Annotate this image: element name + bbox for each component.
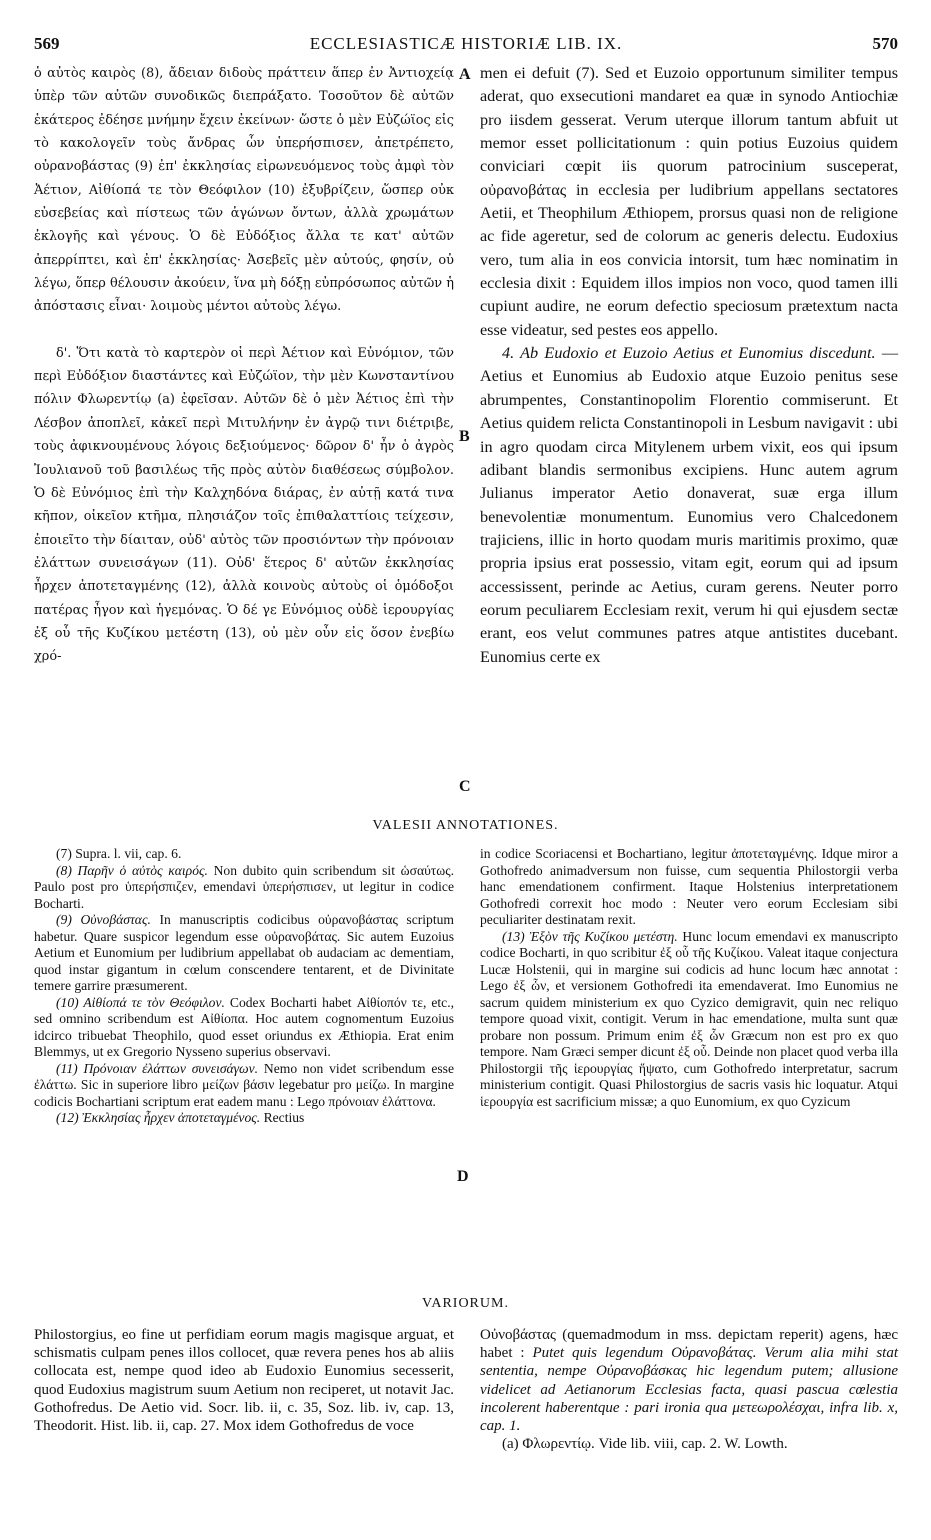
note-13: (13) Ἐξὸν τῆς Κυζίκου μετέστη. Hunc locum emendavi ex manuscripto codice Bocharti, in quo scribitur ἐξ οὗ τῆς Κυζίκου. Valeat itaque conjectura Lucæ Holstenii, qui in margine sui codicis ad hunc locum hæc annotat : Lego ἐξ ὧν, et versionem Gothofredi ita emendaverat. Imo Eunomius ne sacrum quidem ministerium ex quo Cyzico demigravit, quin nec reliquo tempore quoad vixit, contigit. Verum in hac emendatione, multa sunt quæ probare non possum. Primum enim ἐξ ὧν Græcum non est pro ex quo tempore. Nam Græci semper dicunt ἐξ οὗ. Deinde non placet quod verba illa Philostorgii τῆς ἱερουργίας ἥψατο, cum Gothofredo interpretatur, sacrum ministerium contigit. Quasi Philostorgius de sacris vasis hic loquatur. Atqui ἱερουργία est sacrificium missæ; a quo Eunomium, ex quo Cyzicum [480, 928, 898, 1109]
note-11-head: (11) Πρόνοιαν ἐλάττων συνεισάγων. [56, 1060, 259, 1076]
valesii-notes-left [34, 846, 454, 1127]
variorum-note-a: (a) Φλωρεντίῳ. Vide lib. viii, cap. 2. W. Lowth. [502, 1436, 788, 1453]
margin-mark-a: A [459, 66, 471, 83]
latin-text-column [480, 62, 898, 669]
margin-mark-b: B [459, 428, 470, 445]
note-7-head: (7) Supra. l. vii, cap. 6. [56, 846, 182, 861]
running-title: ECCLESIASTICÆ HISTORIÆ LIB. IX. [309, 34, 623, 53]
variorum-right-text: Οὐνοβάστας (quemadmodum in mss. depictam reperit) agens, hæc habet : Putet quis legendum Οὐρανοβάτας. Verum alia mihi stat sententia, nempe Οὐρανοβάσκας hic legendum putem; allusione videlicet ad Aetianorum Ecclesias facta, quasi pascua cœlestia incolerent haberentque : pari ironia qua μετεωρολέσχαι, infra lib. x, cap. 1. [480, 1327, 898, 1435]
latin-paragraph: men ei defuit (7). Sed et Euzoio opportunum similiter tempus aderat, quo exsecutioni mandaret ea quæ in synodo Antiochiæ pro iisdem gesserat. Verum uterque illorum tantum abfuit ut memor esset pollicitationum : quin potius Euzoius quidem conviciari cœpit iis quorum patrocinium susceperat, οὐρανοβάτας in ecclesia per ludibrium appellans sectatores Aetii, et Theophilum Æthiopem, prorsus quasi non de religione ac fide ageretur, sed de colorum ac generis delectu. Eudoxius vero, tum alia in eos convicia intorsit, tum hæc nominatim in ecclesia dixit : Equidem illos impios non voco, quod tamen illi cupiunt audire, ne eorum defectio speciosum prætextum nacta esse videatur, sed pestes eos appello. [480, 64, 898, 339]
note-12-head: (12) Ἐκκλησίας ἦρχεν ἀποτεταγμένος. [56, 1110, 261, 1125]
latin-chapter-4 [480, 342, 898, 669]
variorum-left [34, 1326, 454, 1435]
greek-chapter-4: δ'. Ὅτι κατὰ τὸ καρτερὸν οἱ περὶ Ἀέτιον καὶ Εὐνόμιον, τῶν περὶ Εὐδόξιον διαστάντες καὶ Εὐζώϊον, τὴν μὲν Κωνσταντίνου πόλιν Φλωρεντίῳ (a) ἐφεῖσαν. Αὐτῶν δὲ ὁ μὲν Ἀέτιος ἐπὶ τὴν Λέσβον ἀποπλεῖ, κἀκεῖ περὶ Μιτυλήνην ἐν ἀγρῷ τινι διέτριβε, τοὺς ἀφικνουμένους λόγοις δεξιούμενος· δῶρον δ' ἦν ὁ ἀγρὸς Ἰουλιανοῦ τοῦ βασιλέως τῆς πρὸς αὐτὸν διαθέσεως σύμβολον. Ὁ δὲ Εὐνόμιος ἐπὶ τὴν Καλχηδόνα διάρας, ἐν αὐτῇ κατά τινα κῆπον, οἰκεῖον κτῆμα, πλησιάζον τοῖς ἐπιθαλαττίοις τείχεσιν, ἐποιεῖτο τὴν δίαιταν, οὐδ' αὐτὸς τῶν προσιόντων τὴν πρόνοιαν ἐλάττων συνεισάγων (11). Οὐδ' ἕτερος δ' αὐτῶν ἐκκλησίας ἦρχεν ἀποτεταγμένης (12), ἀλλὰ κοινοὺς αὐτοὺς οἱ ὁμόδοξοι πατέρας ἦγον καὶ ἡγεμόνας. Ὁ δέ γε Εὐνόμιος οὐδὲ ἱερουργίας ἐξ οὗ τῆς Κυζίκου μετέστη (13), οὐ μὲν οὖν εἰς ὅσον ἐνεβίω χρό- [34, 345, 454, 665]
note-12: (12) Ἐκκλησίας ἦρχεν ἀποτεταγμένος. Rectius [56, 1110, 305, 1125]
note-10-head: (10) Αἰθίοπά τε τὸν Θεόφιλον. [56, 994, 225, 1010]
note-13-head: (13) Ἐξὸν τῆς Κυζίκου μετέστη. [502, 928, 678, 944]
variorum-left-text: Philostorgius, eo fine ut perfidiam eorum magis magisque arguat, et schismatis culpam penes illos collocet, quæ revera penes hos ab aliis collocata est, nempe quod ideo ab Eudoxio Eunomius secesserit, quod Eudoxius magistrum suum Aetium non reciperet, ut notavit Jac. Gothofredus. De Aetio vid. Socr. lib. ii, c. 35, Soz. lib. iv, cap. 13, Theodorit. Hist. lib. ii, cap. 27. Mox idem Gothofredus de voce [34, 1327, 454, 1435]
note-8: (8) Παρῆν ὁ αὐτὸς καιρός. Non dubito quin scribendum sit ὡσαύτως. Paulo post pro ὑπερήσπιζεν, emendavi ὑπερήσπισεν, ut legitur in codice Bocharti. [34, 862, 454, 911]
margin-mark-d: D [457, 1168, 469, 1185]
page-number-left: 569 [34, 34, 60, 53]
greek-text-column [34, 62, 454, 669]
latin-chapter-4-text: — Aetius et Eunomius ab Eudoxio atque Euzoio penitus sese abrumpentes, Constantinopolim Florentio commiserunt. Et Aetius quidem relicta Constantinopoli in Lesbum navigavit : ubi in agro quodam circa Mitylenem urbem vixit, eos qui ipsum adibant blandis sermonibus excipiens. Hunc autem agrum Julianus imperator Aetio donaverat, suæ erga illum benevolentiæ monumentum. Eunomius vero Chalcedonem trajiciens, illic in horto quodam muris maritimis proximo, quæ propria ipsius erat possessio, vitam egit, eorum qui ad ipsum accessissent, perinde ac Aetius, curam gerens. Neuter porro eorum peculiarem Ecclesiam rexit, verum hi qui ejusdem sectæ erant, eos velut communes patres atque antistites ducebant. Eunomius certe ex [480, 344, 899, 666]
note-7 [34, 846, 454, 863]
running-header [34, 34, 898, 58]
valesii-title: VALESII ANNOTATIONES. [372, 818, 559, 833]
chapter-heading: 4. Ab Eudoxio et Euzoio Aetius et Eunomius discedunt. [502, 344, 876, 363]
greek-paragraph: ὁ αὐτὸς καιρὸς (8), ἄδειαν διδοὺς πράττειν ἅπερ ἐν Ἀντιοχείᾳ ὑπὲρ τῶν αὐτῶν συνοδικῶς διεπράξατο. Τοσοῦτον δὲ αὐτῶν ἑκάτερος ἐδέησε μνήμην ἔχειν ἐκείνων· ὥστε ὁ μὲν Εὐζώϊος εἰς τὸ κακολογεῖν τοὺς ἄνδρας ὧν ὑπερήσπισεν, ἀπετρέπετο, οὐρανοβάστας (9) ἐπ' ἐκκλησίας εἰρωνευόμενος τοὺς ἀμφὶ τὸν Ἀέτιον, Αἰθίοπά τε τὸν Θεόφιλον (10) ἐξυβρίζειν, ὥσπερ οὐκ εὐσεβείας καὶ πίστεως τῶν ἀγώνων ὄντων, ἀλλὰ χρωμάτων ἐκλογῆς καὶ γένους. Ὁ δὲ Εὐδόξιος ἄλλα τε κατ' αὐτῶν ἀπερρίπτει, καὶ ἐπ' ἐκκλησίας· Ἀσεβεῖς μὲν αὐτούς, φησίν, οὐ λέγω, ὅπερ θέλουσιν ἀκούειν, ἵνα μὴ δόξῃ εὐπρόσωπος αὐτῶν ἡ ἀπόστασις εἶναι· λοιμοὺς μέντοι αὐτοὺς λέγω. [34, 66, 454, 315]
variorum-title: VARIORUM. [422, 1296, 509, 1311]
note-9: (9) Οὐνοβάστας. In manuscriptis codicibus οὐρανοβάστας scriptum habetur. Quare suspicor legendum esse οὐρανοβάτας. Sic autem Euzoius Aetium et Eunomium per ludibrium appellabat ob audaciam ac dementiam, quod instar gigantum in cœlum conscendere tentarent, et de Divinitate temere garrire præsumerent. [34, 912, 454, 993]
note-8-head: (8) Παρῆν ὁ αὐτὸς καιρός. [56, 862, 208, 878]
variorum-right [480, 1326, 898, 1453]
note-12-continued: in codice Scoriacensi et Bochartiano, legitur ἀποτεταγμένης. Idque miror a Gothofredo animadversum non fuisse, cum sequentia Philostorgii verba hanc emendationem confirment. Itaque Holstenius interpretationem Gothofredi correxit hoc modo : Neuter vero eorum Ecclesiam sibi peculiariter destinatam rexit. [480, 846, 898, 927]
valesii-notes-right [480, 846, 898, 1110]
margin-mark-c: C [459, 778, 471, 795]
note-11: (11) Πρόνοιαν ἐλάττων συνεισάγων. Nemo non videt scribendum esse ἐλάττω. Sic in superiore libro μείζων βάσιν legebatur pro μείζω. In margine codicis Bochartiani scriptum erat eadem manu : Lego πρόνοιαν ἐλάττονα. [34, 1060, 455, 1109]
note-9-head: (9) Οὐνοβάστας. [56, 912, 151, 927]
note-10: (10) Αἰθίοπά τε τὸν Θεόφιλον. Codex Bocharti habet Αἰθίοπόν τε, etc., sed omnino scribendum est Αἰθίοπα. Hoc autem cognomentum Euzoius idcirco tribuebat Theophilo, quod esset oriundus ex Æthiopia. Erat enim Blemmys, ut ex Gregorio Nysseno superius observavi. [34, 994, 454, 1059]
page-number-right: 570 [872, 34, 898, 53]
